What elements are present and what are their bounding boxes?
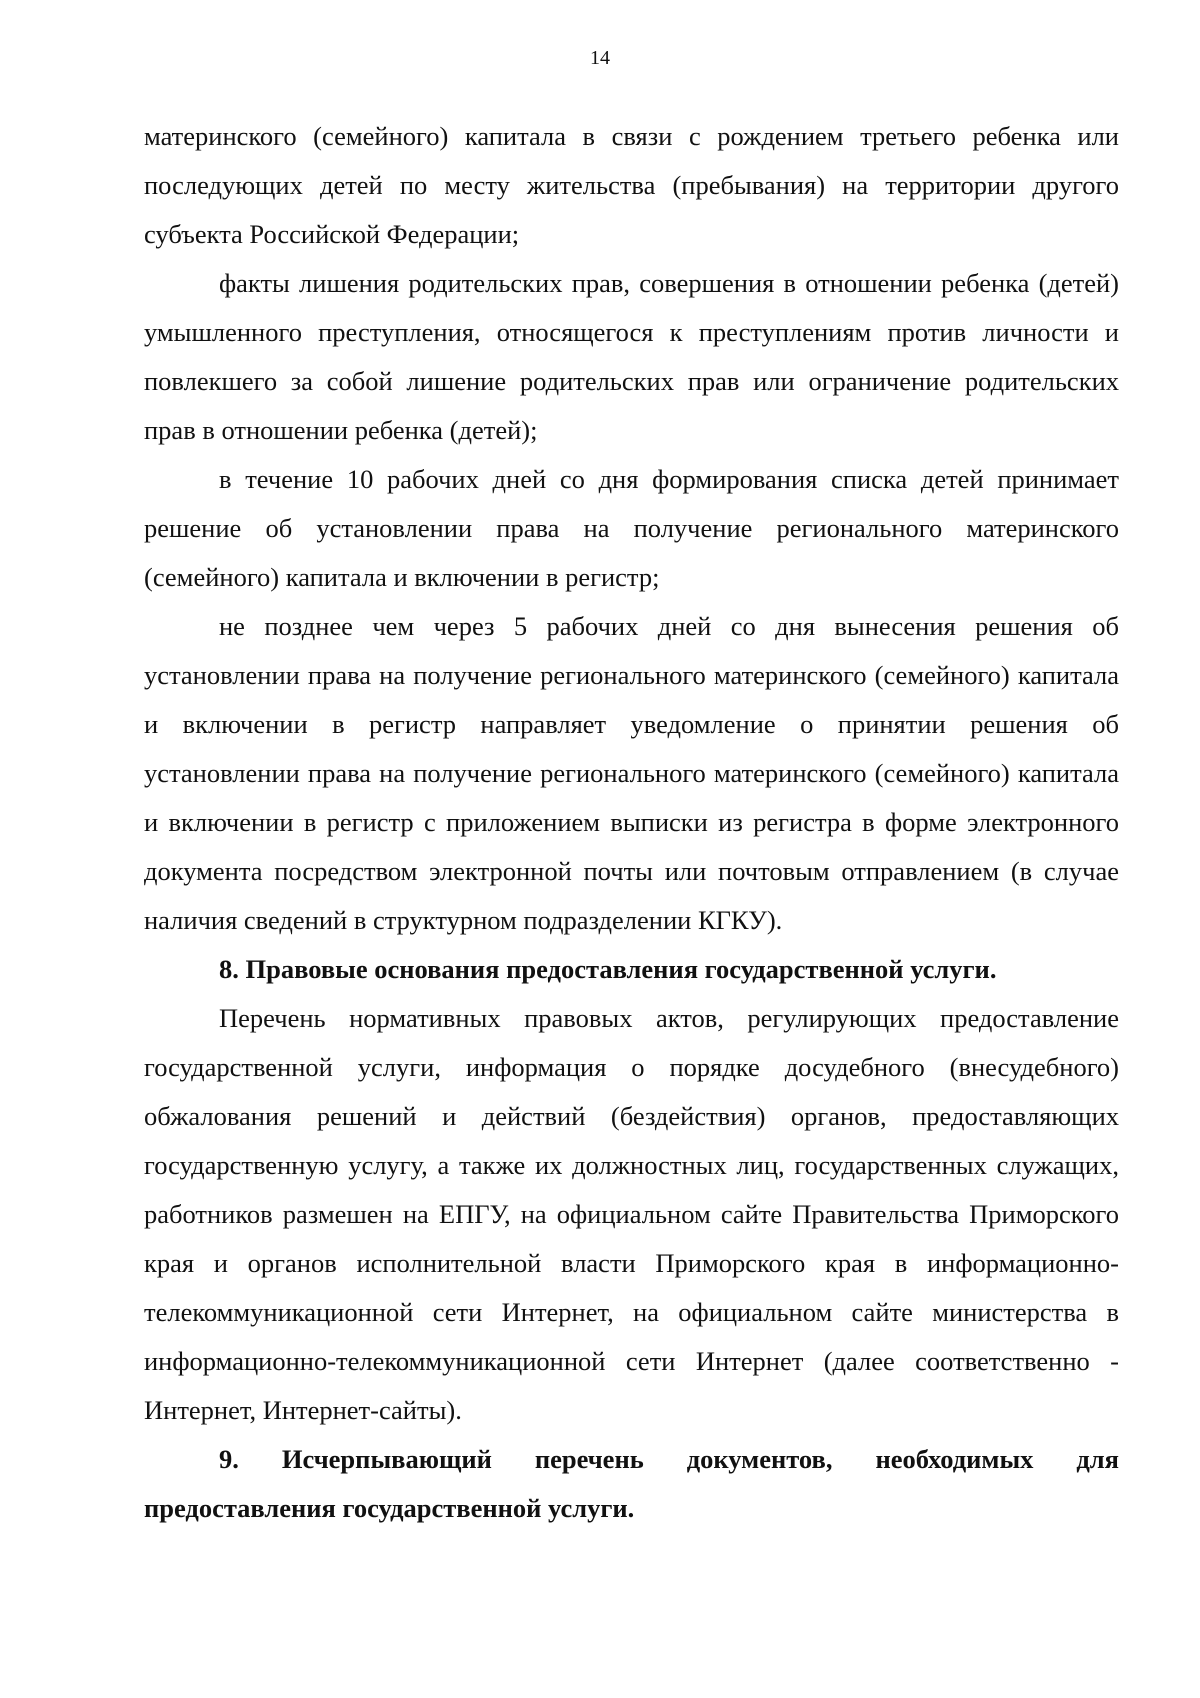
page-number: 14 bbox=[590, 47, 610, 69]
section-heading-9: 9. Исчерпывающий перечень документов, необходимых для предоставления государственной услуги. bbox=[144, 1444, 1119, 1523]
paragraph-deprivation-facts: факты лишения родительских прав, совершения в отношении ребенка (детей) умышленного преступления, относящегося к преступлениям против личности и повлекшего за собой лишение родительских прав или ограничение родительских прав в отношении ребенка (детей); bbox=[144, 268, 1119, 445]
paragraph-decision-timing: в течение 10 рабочих дней со дня формирования списка детей принимает решение об установлении права на получение регионального материнского (семейного) капитала и включении в регистр; bbox=[144, 464, 1119, 592]
document-body bbox=[144, 112, 1119, 1533]
paragraph-notification: не позднее чем через 5 рабочих дней со дня вынесения решения об установлении права на получение регионального материнского (семейного) капитала и включении в регистр направляет уведомление о принятии решения об установлении права на получение регионального материнского (семейного) капитала и включении в регистр с приложением выписки из регистра в форме электронного документа посредством электронной почты или почтовым отправлением (в случае наличия сведений в структурном подразделении КГКУ). bbox=[144, 611, 1119, 935]
section-heading-8: 8. Правовые основания предоставления государственной услуги. bbox=[219, 954, 997, 984]
paragraph-continuation: материнского (семейного) капитала в связи с рождением третьего ребенка или последующих детей по месту жительства (пребывания) на территории другого субъекта Российской Федерации; bbox=[144, 121, 1119, 249]
paragraph-legal-acts: Перечень нормативных правовых актов, регулирующих предоставление государственной услуги, информация о порядке досудебного (внесудебного) обжалования решений и действий (бездействия) органов, предоставляющих государственную услугу, а также их должностных лиц, государственных служащих, работников размешен на ЕПГУ, на официальном сайте Правительства Приморского края и органов исполнительной власти Приморского края в информационно-телекоммуникационной сети Интернет, на официальном сайте министерства в информационно-телекоммуникационной сети Интернет (далее соответственно - Интернет, Интернет-сайты). bbox=[144, 1003, 1119, 1425]
